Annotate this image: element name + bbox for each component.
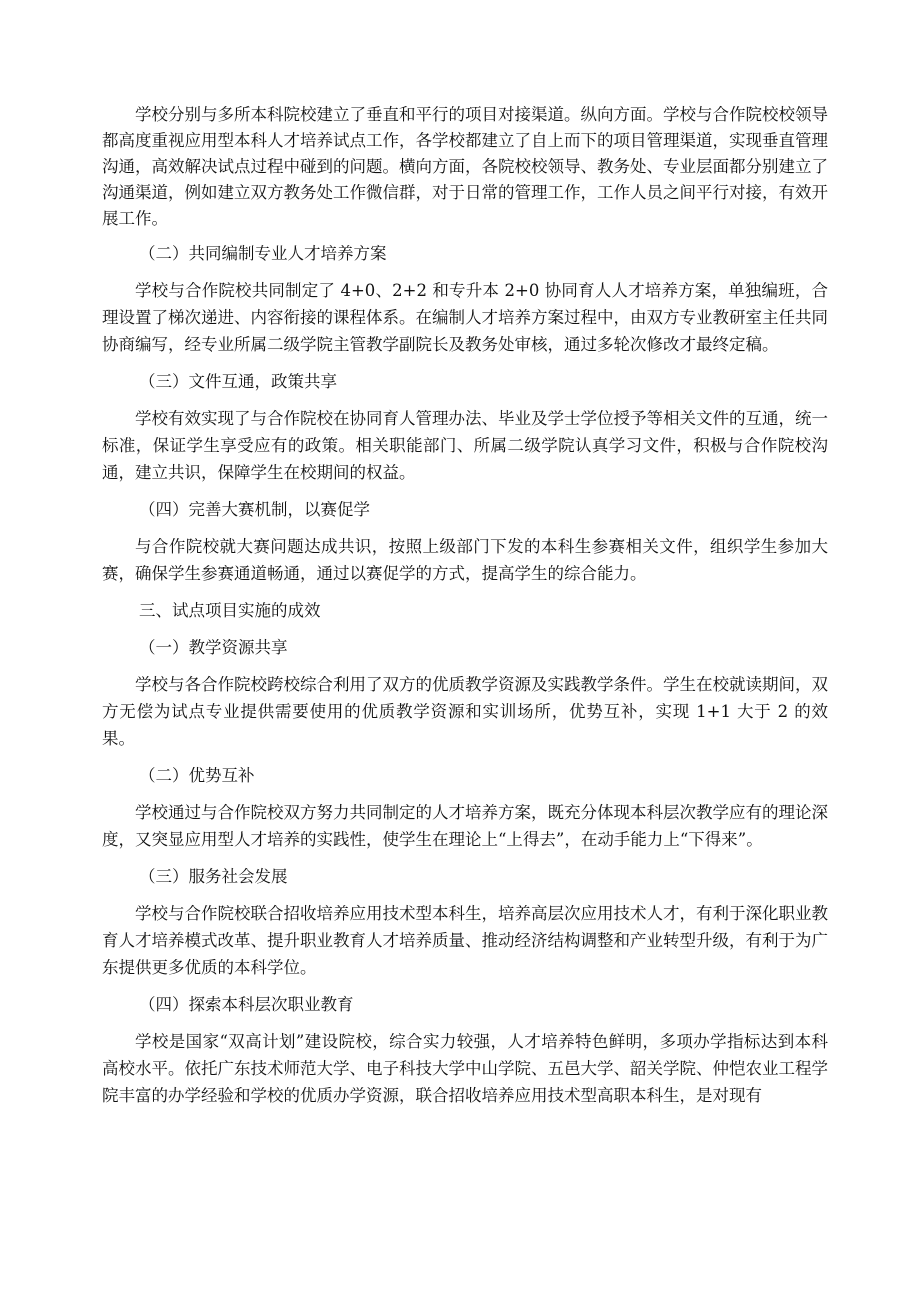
paragraph-undergraduate-vocational-education: 学校是国家“双高计划”建设院校，综合实力较强，人才培养特色鲜明，多项办学指标达到本科高校水平。依托广东技术师范大学、电子科技大学中山学院、五邑大学、韶关学院、仲恺农业工程学院丰富的办学经验和学校的优质办学资源，联合招收培养应用技术型高职本科生，是对现有: [102, 1032, 828, 1105]
heading-serving-society: （三）服务社会发展: [139, 867, 288, 886]
paragraph-serving-society: 学校与合作院校联合招收培养应用技术型本科生，培养高层次应用技术人才，有利于深化职业教育人才培养模式改革、提升职业教育人才培养质量、推动经济结构调整和产业转型升级，有利于为广东提供更多优质的本科学位。: [102, 904, 828, 977]
paragraph-complementary-advantages: 学校通过与合作院校双方努力共同制定的人才培养方案，既充分体现本科层次教学应有的理论深度，又突显应用型人才培养的实践性，使学生在理论上“上得去”，在动手能力上“下得来”。: [102, 803, 828, 849]
heading-competition-mechanism: （四）完善大赛机制，以赛促学: [139, 500, 370, 519]
paragraph-competition-mechanism: 与合作院校就大赛问题达成共识，按照上级部门下发的本科生参赛相关文件，组织学生参加大赛，确保学生参赛通道畅通，通过以赛促学的方式，提高学生的综合能力。: [102, 537, 828, 583]
heading-joint-training-plan: （二）共同编制专业人才培养方案: [139, 244, 387, 263]
paragraph-document-sharing: 学校有效实现了与合作院校在协同育人管理办法、毕业及学士学位授予等相关文件的互通，统一标准，保证学生享受应有的政策。相关职能部门、所属二级学院认真学习文件，积极与合作院校沟通，建立共识，保障学生在校期间的权益。: [102, 409, 828, 482]
paragraph-joint-training-plan: 学校与合作院校共同制定了 4+0、2+2 和专升本 2+0 协同育人人才培养方案，单独编班，合理设置了梯次递进、内容衔接的课程体系。在编制人才培养方案过程中，由双方专业教研室主任共同协商编写，经专业所属二级学院主管教学副院长及教务处审核，通过多轮次修改才最终定稿。: [102, 281, 828, 354]
heading-teaching-resource-sharing: （一）教学资源共享: [139, 638, 288, 657]
heading-undergraduate-vocational-education: （四）探索本科层次职业教育: [139, 995, 354, 1014]
heading-document-sharing: （三）文件互通，政策共享: [139, 372, 337, 391]
paragraph-teaching-resource-sharing: 学校与各合作院校跨校综合利用了双方的优质教学资源及实践教学条件。学生在校就读期间，双方无偿为试点专业提供需要使用的优质教学资源和实训场所，优势互补，实现 1+1 大于 2 的效果。: [102, 675, 828, 748]
paragraph-vertical-horizontal-channels: 学校分别与多所本科院校建立了垂直和平行的项目对接渠道。纵向方面。学校与合作院校校领导都高度重视应用型本科人才培养试点工作，各学校都建立了自上而下的项目管理渠道，实现垂直管理沟通，高效解决试点过程中碰到的问题。横向方面，各院校校领导、教务处、专业层面都分别建立了沟通渠道，例如建立双方教务处工作微信群，对于日常的管理工作，工作人员之间平行对接，有效开展工作。: [102, 105, 828, 228]
section-heading-results: 三、试点项目实施的成效: [139, 601, 321, 620]
heading-complementary-advantages: （二）优势互补: [139, 766, 255, 785]
document-page: [102, 102, 828, 1109]
